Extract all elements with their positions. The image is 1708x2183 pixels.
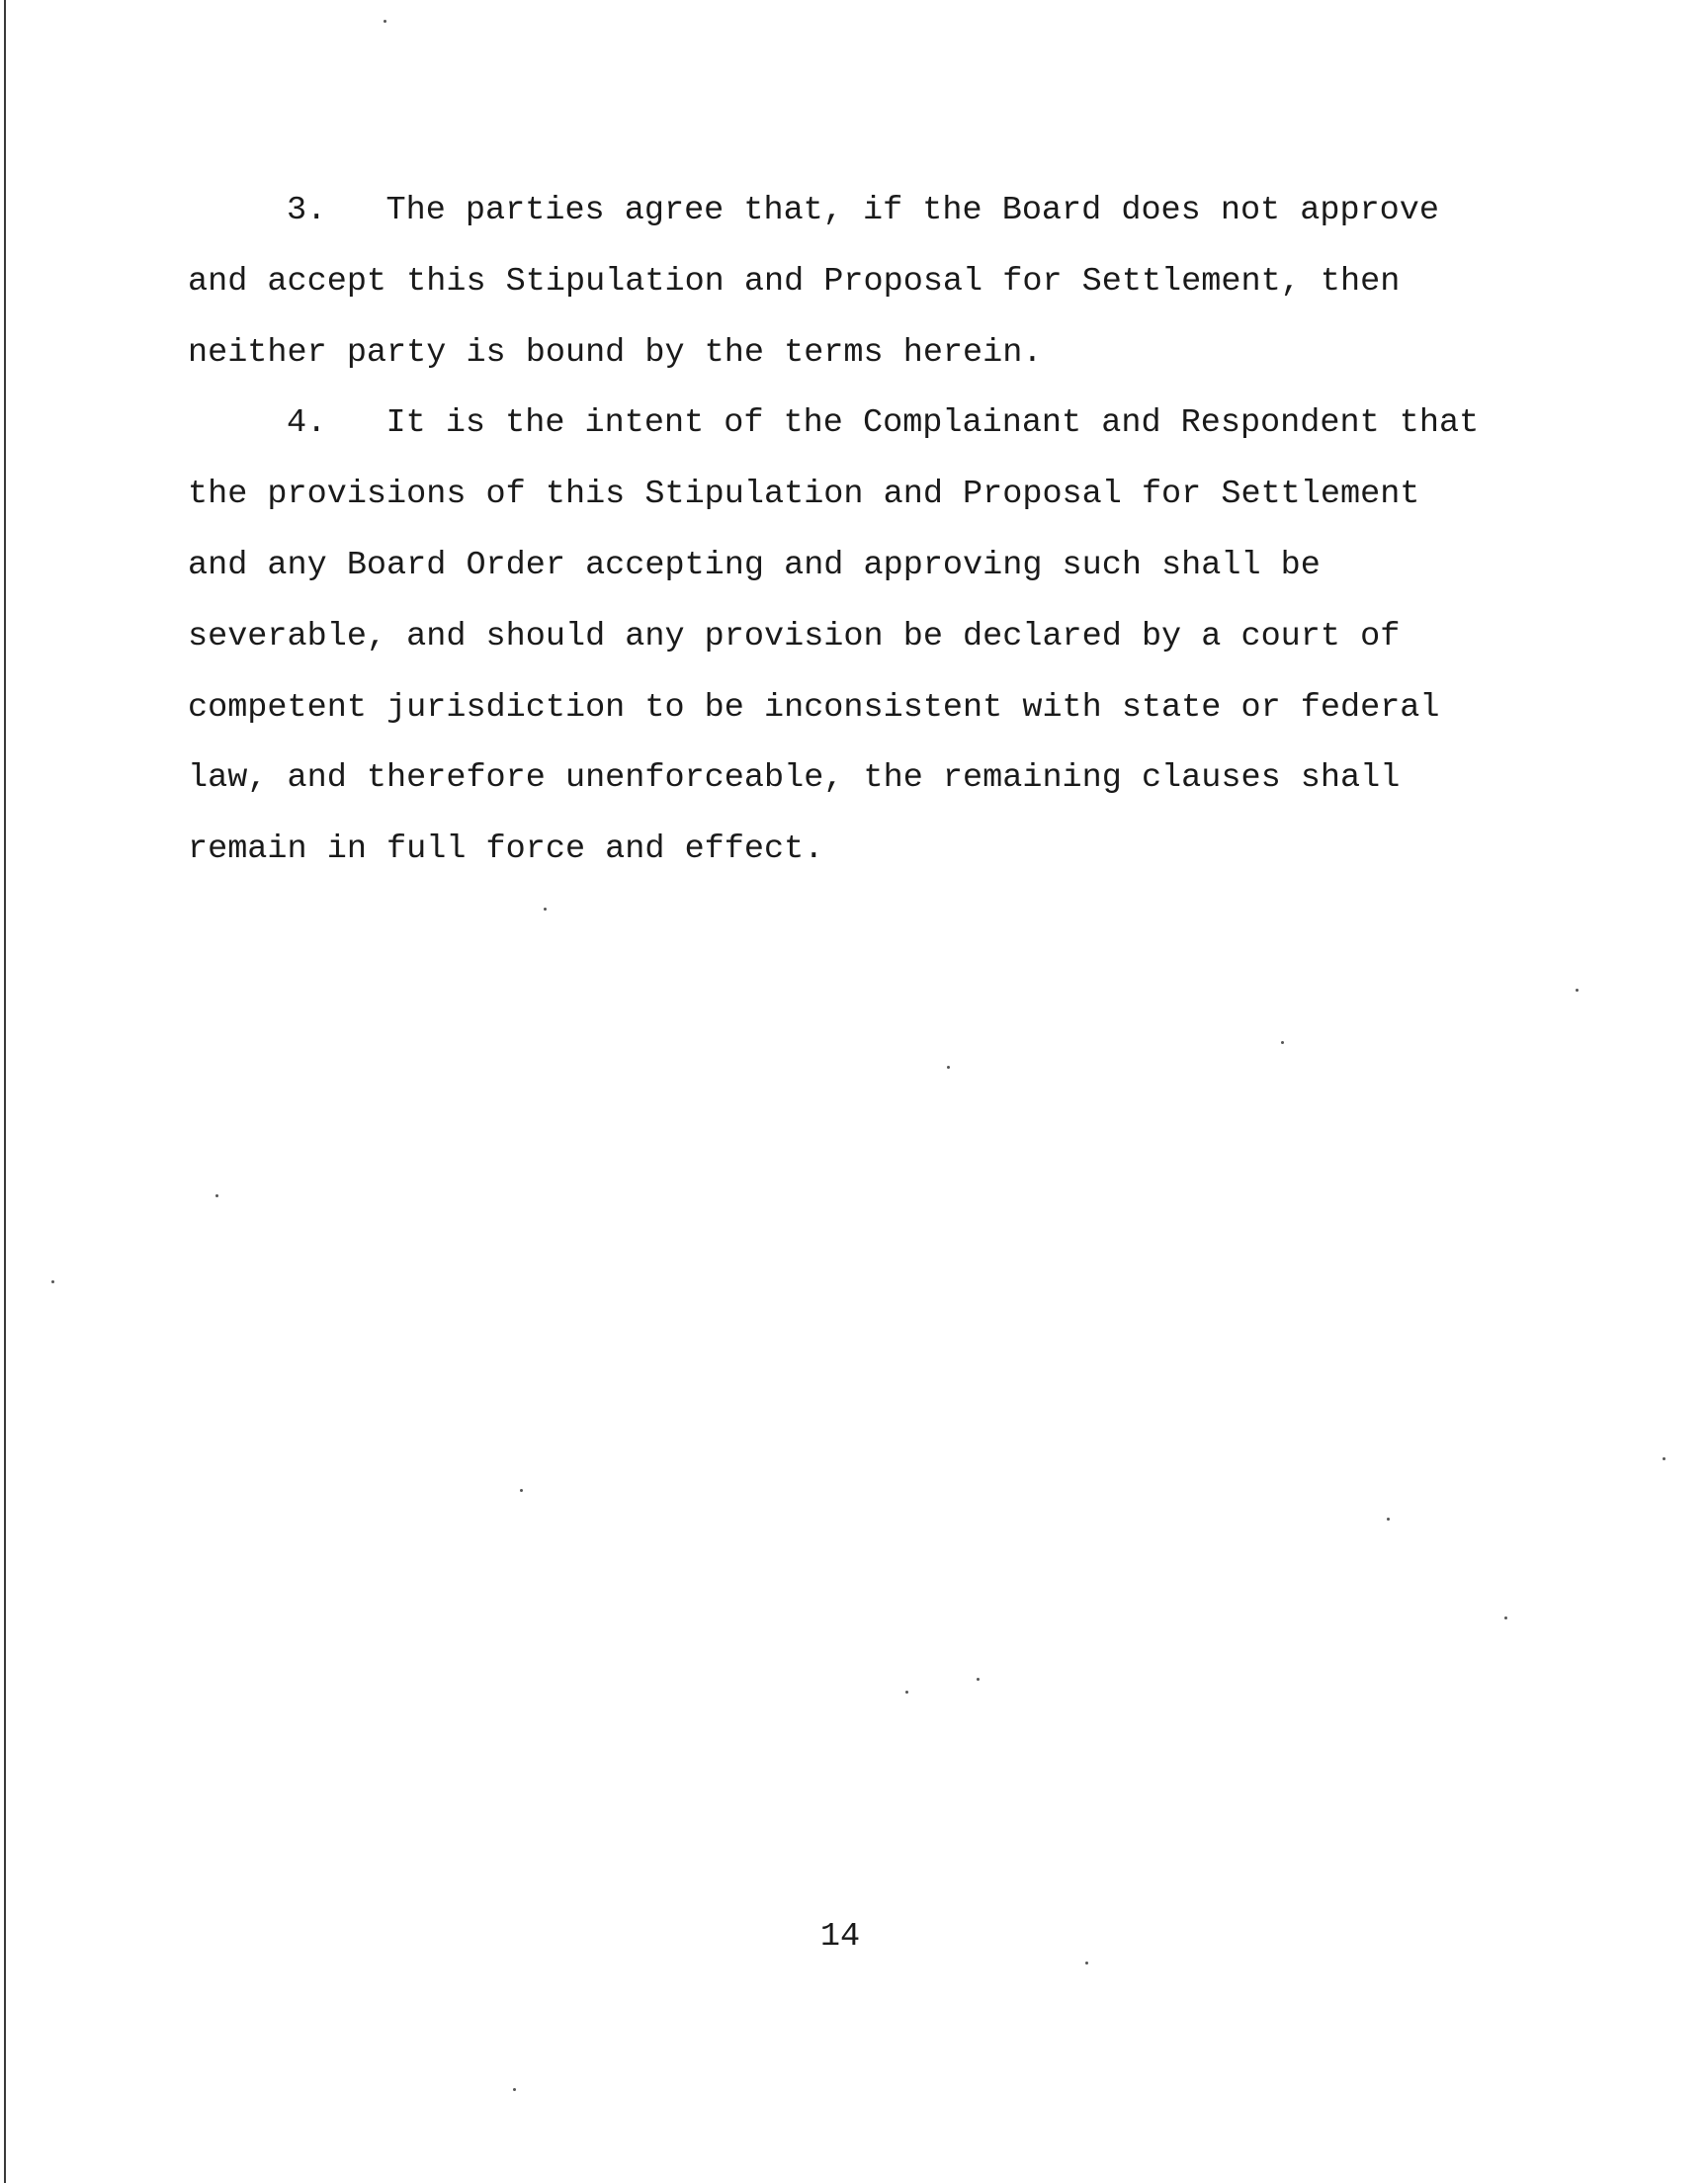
scan-speck (384, 20, 386, 23)
text-line: severable, and should any provision be declared by a court of (188, 617, 1401, 655)
text-line: and accept this Stipulation and Proposal for Settlement, then (188, 262, 1401, 301)
scan-speck (1085, 1962, 1088, 1965)
scan-speck (544, 908, 547, 911)
text-line: competent jurisdiction to be inconsistent with state or federal (188, 688, 1440, 727)
scan-speck (1504, 1616, 1507, 1619)
scan-speck (1576, 989, 1579, 992)
text-line: the provisions of this Stipulation and Proposal for Settlement (188, 476, 1420, 514)
scan-speck (977, 1678, 980, 1681)
page-number: 14 (819, 1918, 861, 1956)
scan-speck (1387, 1518, 1390, 1521)
scan-speck (1281, 1041, 1284, 1044)
text-line: neither party is bound by the terms herein. (188, 333, 1043, 372)
left-margin-rule (4, 0, 6, 2183)
text-line: 3. The parties agree that, if the Board does not approve (287, 192, 1439, 229)
text-line: law, and therefore unenforceable, the remaining clauses shall (188, 759, 1401, 798)
paragraph-4 (188, 389, 1542, 886)
scan-speck (513, 2088, 516, 2091)
scan-speck (215, 1194, 218, 1197)
document-body (188, 176, 1542, 886)
scan-speck (1663, 1457, 1665, 1460)
text-line: remain in full force and effect. (188, 830, 824, 869)
text-line: 4. It is the intent of the Complainant and Respondent that (287, 404, 1480, 443)
text-line: and any Board Order accepting and approving such shall be (188, 546, 1321, 584)
paragraph-3 (188, 176, 1542, 389)
scan-speck (947, 1066, 950, 1069)
scan-speck (905, 1691, 908, 1694)
scan-speck (51, 1280, 54, 1283)
scan-speck (520, 1489, 523, 1492)
